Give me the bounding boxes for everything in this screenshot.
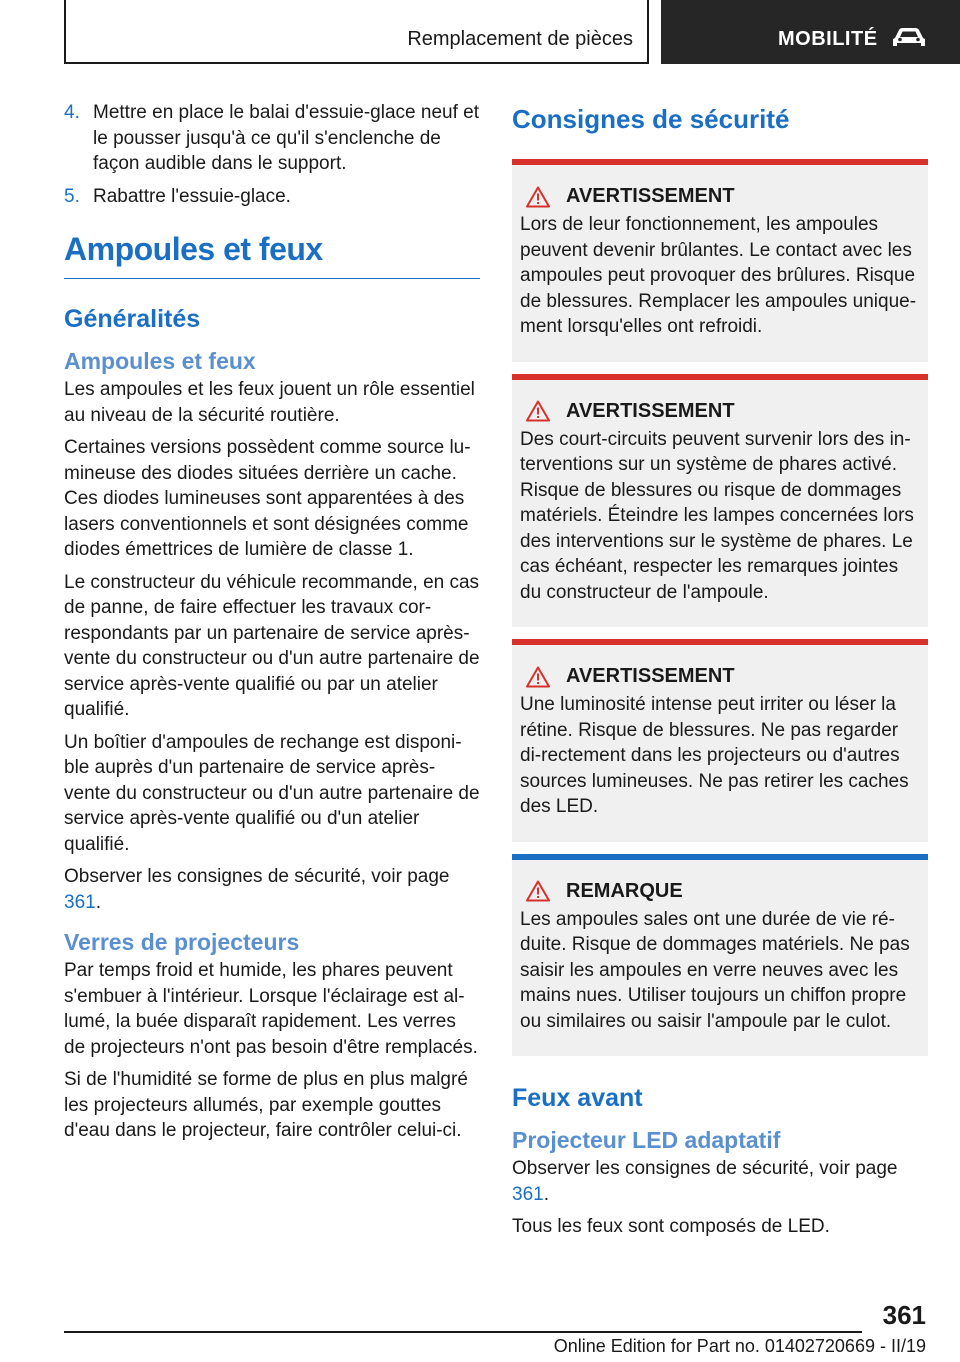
- paragraph: Tous les feux sont composés de LED.: [512, 1216, 830, 1237]
- warning-triangle-icon: [526, 880, 550, 902]
- warning-text: Lors de leur fonctionnement, les ampoules peuvent devenir brûlantes. Le contact avec les ampoules peut provoquer des brûlures. Risque de blessures. Remplacer les ampoules unique‐ment lorsqu'elles ont refroidi.: [520, 214, 917, 337]
- paragraph: Un boîtier d'ampoules de rechange est disponi‐ble auprès d'un partenaire de service après-vente du constructeur ou d'un autre partenaire de service après-vente qualifié ou d'un atelier qualifié.: [64, 731, 480, 855]
- page-link[interactable]: 361: [512, 1183, 544, 1205]
- warning-text: Une luminosité intense peut irriter ou léser la rétine. Risque de blessures. Ne pas regarder di‐rectement dans les projecteurs ou d'autres sources lumineuses. Ne pas retirer les caches des LED.: [520, 694, 909, 817]
- note-title: REMARQUE: [566, 879, 683, 902]
- paragraph: Certaines versions possèdent comme source lu‐mineuse des diodes situées derrière un cache. Ces diodes lumineuses sont apparentées à des lasers conventionnels et sont désignées comme diodes émettrices de lumière de classe 1.: [64, 437, 471, 560]
- chapter-title: MOBILITÉ: [778, 28, 878, 50]
- car-icon: [890, 24, 928, 50]
- paragraph: Observer les consignes de sécurité, voir page 361.: [64, 866, 450, 913]
- warning-text: Des court-circuits peuvent survenir lors des in‐terventions sur un système de phares activé. Risque de blessures ou risque de dommages matériels. Éteindre les lampes concernées lors des interventions sur le système de phares. Le cas échéant, respecter les remarques jointes du constructeur de l'ampoule.: [520, 428, 914, 603]
- warning-title: AVERTISSEMENT: [566, 185, 735, 207]
- list-item: 4. Mettre en place le balai d'essuie-glace neuf et le pousser jusqu'à ce qu'il s'enclenche de façon audible dans le support.: [64, 102, 479, 174]
- section-heading: Consignes de sécurité: [512, 104, 790, 134]
- warning-triangle-icon: [526, 400, 550, 422]
- paragraph: Observer les consignes de sécurité, voir page 361.: [512, 1158, 898, 1205]
- warning-box: [512, 374, 928, 628]
- left-column: [64, 100, 480, 1151]
- header-section-box: [64, 0, 649, 64]
- note-box: [512, 854, 928, 1057]
- subsection-heading: Ampoules et feux: [64, 348, 256, 374]
- right-column: [512, 100, 928, 1247]
- section-title: Remplacement de pièces: [407, 28, 633, 50]
- header-chapter-box: [661, 0, 960, 64]
- warning-box: [512, 159, 928, 362]
- note-text: Les ampoules sales ont une durée de vie ré‐duite. Risque de dommages matériels. Ne pas saisir les ampoules en verre neuves avec les mains nues. Utiliser toujours un chiffon propre ou similaires ou saisir l'ampoule par le culot.: [520, 908, 910, 1032]
- edition-text: Online Edition for Part no. 01402720669 - II/19: [553, 1336, 926, 1356]
- paragraph: Si de l'humidité se forme de plus en plus malgré les projecteurs allumés, par exemple gouttes d'eau dans le projecteur, faire contrôler celui-ci.: [64, 1069, 468, 1141]
- warning-triangle-icon: [526, 666, 550, 688]
- page-number: 361: [882, 1300, 926, 1330]
- page-link[interactable]: 361: [64, 891, 96, 913]
- section-heading: Feux avant: [512, 1084, 643, 1112]
- list-item: 5. Rabattre l'essuie-glace.: [64, 185, 291, 207]
- paragraph: Par temps froid et humide, les phares peuvent s'embuer à l'intérieur. Lorsque l'éclairage est al‐lumé, la buée disparaît rapidement. Les verres de projecteurs n'ont pas besoin d'être remplacés.: [64, 960, 478, 1058]
- warning-title: AVERTISSEMENT: [566, 665, 735, 687]
- footer-divider: [64, 1331, 862, 1333]
- section-heading: Généralités: [64, 305, 201, 333]
- warning-title: AVERTISSEMENT: [566, 399, 735, 422]
- paragraph: Les ampoules et les feux jouent un rôle essentiel au niveau de la sécurité routière.: [64, 379, 475, 426]
- paragraph: Le constructeur du véhicule recommande, en cas de panne, de faire effectuer les travaux cor‐respondants par un partenaire de service après-vente du constructeur ou d'un autre partenaire de service après-vente qualifié ou par un atelier qualifié.: [64, 571, 480, 720]
- subsection-heading: Verres de projecteurs: [64, 929, 300, 955]
- subsection-heading: Projecteur LED adaptatif: [512, 1127, 781, 1153]
- chapter-heading: Ampoules et feux: [64, 231, 480, 279]
- warning-triangle-icon: [526, 186, 550, 208]
- warning-box: [512, 639, 928, 842]
